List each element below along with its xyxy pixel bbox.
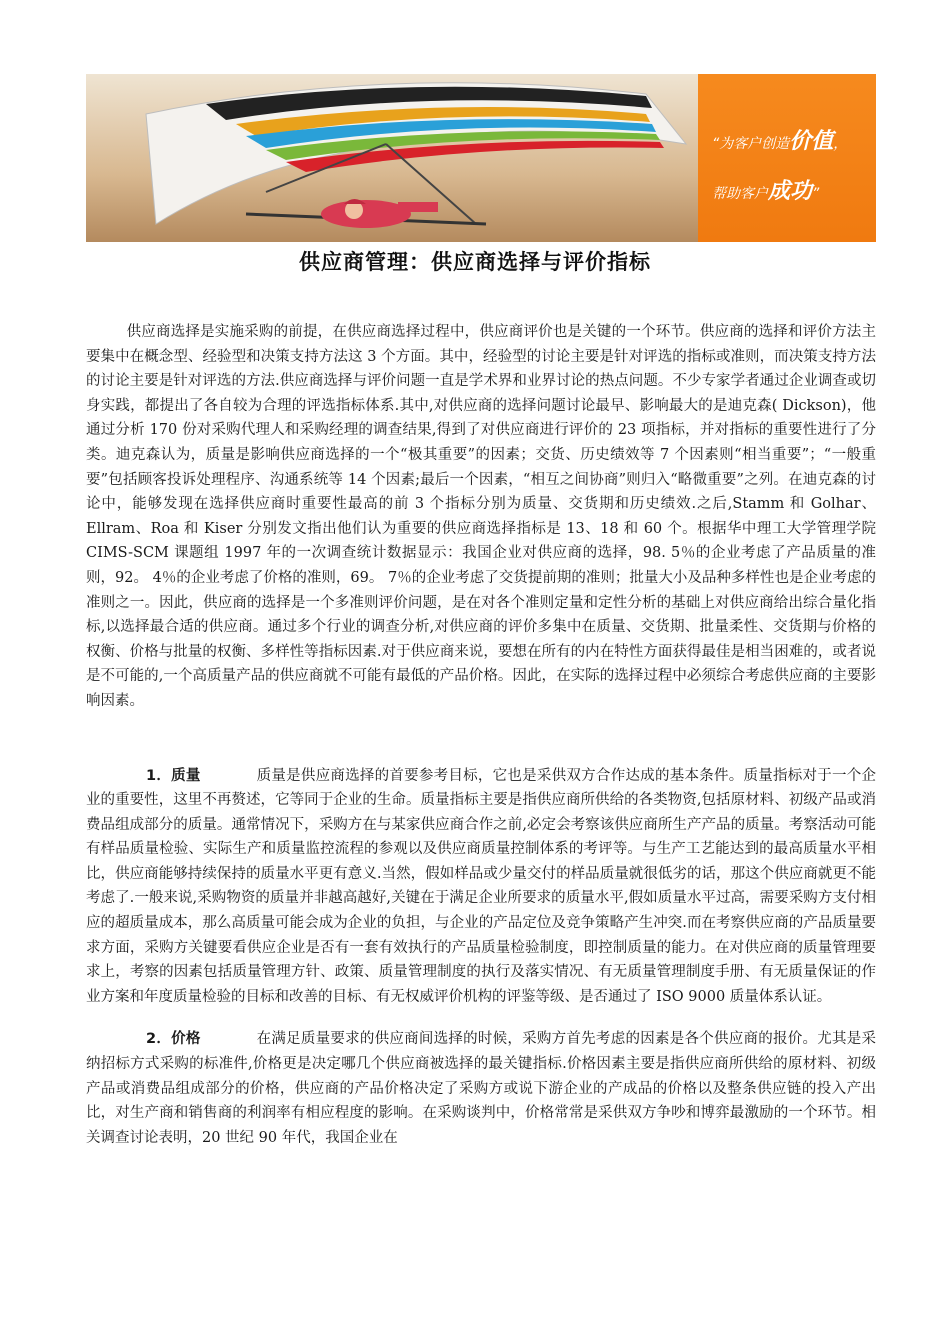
section-quality	[86, 764, 876, 1010]
slogan-panel	[698, 74, 876, 242]
section-price-text: 在满足质量要求的供应商间选择的时候，采购方首先考虑的因素是各个供应商的报价。尤其是采纳招标方式采购的标准件,价格更是决定哪几个供应商被选择的最关键指标.价格因素主要是指供应商所供给的原材料、初级产品或消费品组成部分的价格，供应商的产品价格决定了采购方或说下游企业的产成品的价格以及整条供应链的投入产出比，对生产商和销售商的利润率有相应程度的影响。在采购谈判中，价格常常是采供双方争吵和博弈最激励的一个环节。相关调查讨论表明，20 世纪 90 年代，我国企业在	[86, 1031, 876, 1146]
hang-glider-illustration	[86, 74, 698, 242]
section-price-heading: 2．价格	[146, 1031, 201, 1048]
document-body	[86, 320, 876, 1150]
document-title: 供应商管理：供应商选择与评价指标	[299, 250, 651, 274]
section-quality-text: 质量是供应商选择的首要参考目标，它也是采供双方合作达成的基本条件。质量指标对于一个企业的重要性，这里不再赘述，它等同于企业的生命。质量指标主要是指供应商所供给的各类物资,包括原材料、初级产品或消费品组成部分的质量。通常情况下，采购方在与某家供应商合作之前,必定会考察该供应商所生产产品的质量。考察活动可能有样品质量检验、实际生产和质量监控流程的参观以及供应商质量控制体系的考评等。与生产工艺能达到的最高质量水平相比，供应商能够持续保持的质量水平更有意义.当然，假如样品或少量交付的样品质量就很低劣的话，那这个供应商就更不能考虑了.一般来说,采购物资的质量并非越高越好,关键在于满足企业所要求的质量水平,假如质量水平过高，需要采购方支付相应的超质量成本，那么高质量可能会成为企业的负担，与企业的产品定位及竞争策略产生冲突.而在考察供应商的产品质量要求方面，采购方关键要看供应企业是否有一套有效执行的产品质量检验制度，即控制质量的能力。在对供应商的质量管理要求上，考察的因素包括质量管理方针、政策、质量管理制度的执行及落实情况、有无质量管理制度手册、有无质量保证的作业方案和年度质量检验的目标和改善的目标、有无权威评价机构的评鉴等级、是否通过了 ISO 9000 质量体系认证。	[86, 767, 876, 1005]
slogan-line-2: 帮助客户成功”	[712, 179, 820, 204]
header-banner	[86, 74, 876, 242]
intro-paragraph: 供应商选择是实施采购的前提，在供应商选择过程中，供应商评价也是关键的一个环节。供应商的选择和评价方法主要集中在概念型、经验型和决策支持方法这 3 个方面。其中，经验型的讨论主要是针对评选的指标或准则，而决策支持方法的讨论主要是针对评选的方法.供应商选择与评价问题一直是学术界和业界讨论的热点问题。不少专家学者通过企业调查或切身实践，都提出了各自较为合理的评选指标体系.其中,对供应商的选择问题讨论最早、影响最大的是迪克森( Dickson)，他通过分析 170 份对采购代理人和采购经理的调查结果,得到了对供应商进行评价的 23 项指标，并对指标的重要性进行了分类。迪克森认为，质量是影响供应商选择的一个“极其重要”的因素；交货、历史绩效等 7 个因素则“相当重要”；“一般重要”包括顾客投诉处理程序、沟通系统等 14 个因素;最后一个因素，“相互之间协商”则归入“略微重要”之列。在迪克森的讨论中，能够发现在选择供应商时重要性最高的前 3 个指标分别为质量、交货期和历史绩效.之后,Stamm 和 Golhar、Ellram、Roa 和 Kiser 分别发文指出他们认为重要的供应商选择指标是 13、18 和 60 个。根据华中理工大学管理学院 CIMS-SCM 课题组 1997 年的一次调查统计数据显示：我国企业对供应商的选择，98. 5％的企业考虑了产品质量的准则，92。 4％的企业考虑了价格的准则，69。 7％的企业考虑了交货提前期的准则；批量大小及品种多样性也是企业考虑的准则之一。因此，供应商的选择是一个多准则评价问题，是在对各个准则定量和定性分析的基础上对供应商给出综合量化指标,以选择最合适的供应商。通过多个行业的调查分析,对供应商的评价多集中在质量、交货期、批量柔性、交货期与价格的权衡、价格与批量的权衡、多样性等指标因素.对于供应商来说，要想在所有的内在特性方面获得最佳是相当困难的，或者说是不可能的,一个高质量产品的供应商就不可能有最低的产品价格。因此，在实际的选择过程中必须综合考虑供应商的主要影响因素。	[86, 324, 876, 709]
section-price	[86, 1027, 876, 1150]
slogan-line-1: “为客户创造价值，	[712, 129, 848, 154]
hang-glider-photo	[86, 74, 698, 242]
section-quality-heading: 1．质量	[146, 767, 201, 784]
